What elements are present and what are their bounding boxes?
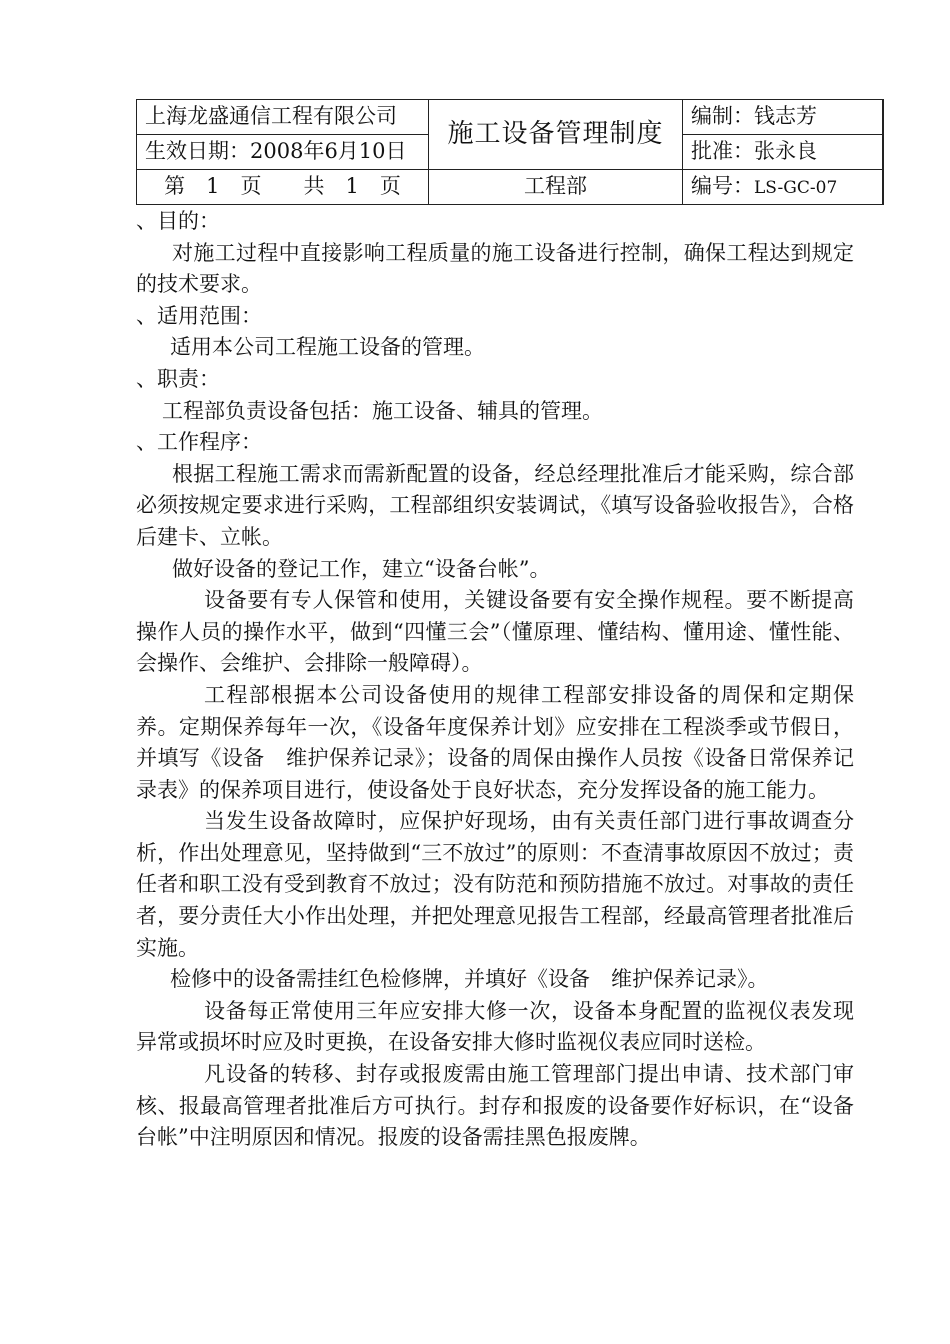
procedure-item: 设备要有专人保管和使用，关键设备要有安全操作规程。要不断提高操作人员的操作水平，做到“四懂三会”（懂原理、懂结构、懂用途、懂性能、会操作、会维护、会排除一般障碍）。 [136, 588, 854, 676]
effective-date: 生效日期：2008年6月10日 [137, 135, 429, 170]
procedure-item: 设备每正常使用三年应安排大修一次，设备本身配置的监视仪表发现异常或损坏时应及时更换，在设备安排大修时监视仪表应同时送检。 [136, 998, 854, 1055]
document-header-table [136, 99, 884, 205]
procedure-item: 做好设备的登记工作，建立“设备台帐”。 [172, 556, 551, 581]
procedure-item: 根据工程施工需求而需新配置的设备，经总经理批准后才能采购，综合部必须按规定要求进行采购，工程部组织安装调试，《填写设备验收报告》，合格后建卡、立帐。 [136, 461, 854, 549]
document-title: 施工设备管理制度 [429, 100, 683, 170]
section-heading-procedure: 、工作程序： [136, 430, 262, 455]
paragraph-scope: 适用本公司工程施工设备的管理。 [170, 335, 485, 360]
company-name: 上海龙盛通信工程有限公司 [137, 100, 429, 135]
procedure-item: 工程部根据本公司设备使用的规律工程部安排设备的周保和定期保养。定期保养每年一次，《设备年度保养计划》应安排在工程淡季或节假日，并填写《设备 维护保养记录》；设备的周保由操作人员按《设备日常保养记录表》的保养项目进行，使设备处于良好状态，充分发挥设备的施工能力。 [136, 682, 854, 802]
paragraph-duty: 工程部负责设备包括：施工设备、辅具的管理。 [162, 398, 603, 423]
document-body [136, 206, 854, 1154]
paragraph-purpose: 对施工过程中直接影响工程质量的施工设备进行控制，确保工程达到规定的技术要求。 [136, 240, 854, 297]
section-heading-purpose: 、目的： [136, 209, 220, 233]
code-label: 编号： [691, 174, 754, 199]
procedure-item: 检修中的设备需挂红色检修牌，并填好《设备 维护保养记录》。 [170, 967, 769, 992]
document-code [683, 170, 883, 205]
department: 工程部 [429, 170, 683, 205]
section-heading-scope: 、适用范围： [136, 303, 262, 328]
section-heading-duty: 、职责： [136, 366, 220, 391]
procedure-item: 凡设备的转移、封存或报废需由施工管理部门提出申请、技术部门审核、报最高管理者批准后方可执行。封存和报废的设备要作好标识，在“设备台帐”中注明原因和情况。报废的设备需挂黑色报废牌。 [136, 1062, 854, 1150]
approver-field: 批准：张永良 [683, 135, 883, 170]
code-value: LS-GC-07 [754, 178, 838, 199]
page-info: 第 1 页 共 1 页 [137, 170, 429, 205]
procedure-item: 当发生设备故障时，应保护好现场，由有关责任部门进行事故调查分析，作出处理意见，坚持做到“三不放过”的原则：不查清事故原因不放过；责任者和职工没有受到教育不放过；没有防范和预防措施不放过。对事故的责任者，要分责任大小作出处理，并把处理意见报告工程部，经最高管理者批准后实施。 [136, 809, 854, 960]
author-field: 编制：钱志芳 [683, 100, 883, 135]
